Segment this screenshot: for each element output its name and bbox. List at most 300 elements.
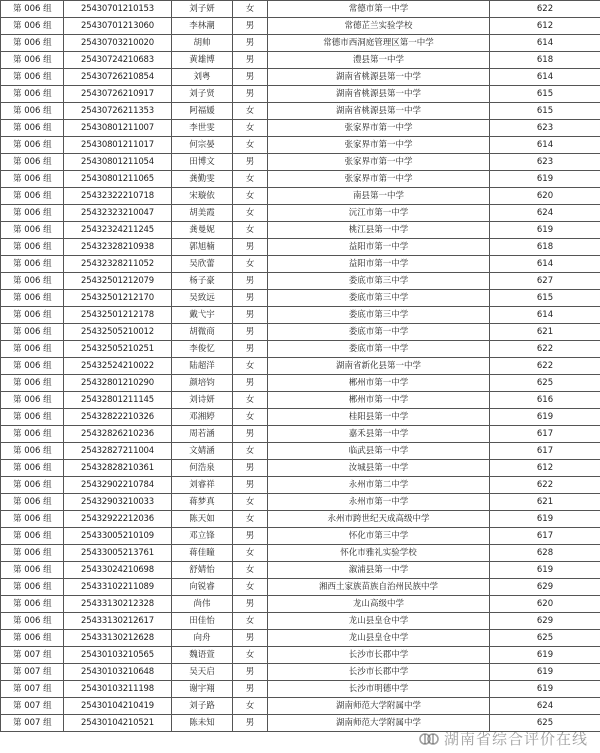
gender-cell: 女 bbox=[233, 613, 268, 630]
name-cell: 胡帅 bbox=[172, 35, 233, 52]
name-cell: 周若涵 bbox=[172, 426, 233, 443]
exam-id-cell: 25430104210419 bbox=[64, 698, 172, 715]
score-cell: 619 bbox=[490, 647, 600, 664]
score-cell: 619 bbox=[490, 222, 600, 239]
table-row bbox=[1, 222, 600, 239]
table-row bbox=[1, 494, 600, 511]
name-cell: 龚勤雯 bbox=[172, 171, 233, 188]
school-cell: 龙山高级中学 bbox=[268, 596, 490, 613]
exam-id-cell: 25432801210290 bbox=[64, 375, 172, 392]
gender-cell: 女 bbox=[233, 579, 268, 596]
score-cell: 622 bbox=[490, 358, 600, 375]
exam-id-cell: 25433130212328 bbox=[64, 596, 172, 613]
school-cell: 张家界市第一中学 bbox=[268, 120, 490, 137]
name-cell: 田博文 bbox=[172, 154, 233, 171]
table-row bbox=[1, 698, 600, 715]
score-cell: 617 bbox=[490, 528, 600, 545]
table-row bbox=[1, 35, 600, 52]
table-row bbox=[1, 477, 600, 494]
gender-cell: 男 bbox=[233, 460, 268, 477]
score-cell: 617 bbox=[490, 443, 600, 460]
score-cell: 614 bbox=[490, 307, 600, 324]
name-cell: 何宗晏 bbox=[172, 137, 233, 154]
gender-cell: 男 bbox=[233, 596, 268, 613]
group-cell: 第 006 组 bbox=[1, 52, 64, 69]
exam-id-cell: 25432323210047 bbox=[64, 205, 172, 222]
group-cell: 第 007 组 bbox=[1, 715, 64, 732]
table-row bbox=[1, 290, 600, 307]
score-cell: 619 bbox=[490, 562, 600, 579]
exam-id-cell: 25433005213761 bbox=[64, 545, 172, 562]
name-cell: 舒婧怡 bbox=[172, 562, 233, 579]
gender-cell: 男 bbox=[233, 341, 268, 358]
gender-cell: 女 bbox=[233, 698, 268, 715]
gender-cell: 女 bbox=[233, 222, 268, 239]
gender-cell: 男 bbox=[233, 375, 268, 392]
score-cell: 615 bbox=[490, 290, 600, 307]
gender-cell: 男 bbox=[233, 307, 268, 324]
exam-id-cell: 25433005210109 bbox=[64, 528, 172, 545]
exam-id-cell: 25430801211017 bbox=[64, 137, 172, 154]
gender-cell: 女 bbox=[233, 137, 268, 154]
name-cell: 邓湘婷 bbox=[172, 409, 233, 426]
watermark-text: 湖南省综合评价在线 bbox=[443, 730, 588, 748]
score-cell: 627 bbox=[490, 273, 600, 290]
table-row bbox=[1, 324, 600, 341]
gender-cell: 女 bbox=[233, 443, 268, 460]
name-cell: 谢宇翔 bbox=[172, 681, 233, 698]
exam-id-cell: 25430801211007 bbox=[64, 120, 172, 137]
name-cell: 尚伟 bbox=[172, 596, 233, 613]
name-cell: 胡微商 bbox=[172, 324, 233, 341]
score-cell: 625 bbox=[490, 375, 600, 392]
table-row bbox=[1, 358, 600, 375]
gender-cell: 女 bbox=[233, 205, 268, 222]
name-cell: 向舟 bbox=[172, 630, 233, 647]
school-cell: 桃江县第一中学 bbox=[268, 222, 490, 239]
gender-cell: 男 bbox=[233, 239, 268, 256]
exam-id-cell: 25432828210361 bbox=[64, 460, 172, 477]
exam-id-cell: 25430103210565 bbox=[64, 647, 172, 664]
school-cell: 溆浦县第一中学 bbox=[268, 562, 490, 579]
group-cell: 第 006 组 bbox=[1, 324, 64, 341]
table-row bbox=[1, 409, 600, 426]
exam-id-cell: 25433130212628 bbox=[64, 630, 172, 647]
group-cell: 第 006 组 bbox=[1, 358, 64, 375]
exam-id-cell: 25432501212178 bbox=[64, 307, 172, 324]
group-cell: 第 006 组 bbox=[1, 1, 64, 18]
exam-id-cell: 25432922212036 bbox=[64, 511, 172, 528]
gender-cell: 女 bbox=[233, 392, 268, 409]
score-cell: 629 bbox=[490, 613, 600, 630]
table-row bbox=[1, 120, 600, 137]
group-cell: 第 007 组 bbox=[1, 664, 64, 681]
school-cell: 娄底市第三中学 bbox=[268, 307, 490, 324]
name-cell: 吴欣蕾 bbox=[172, 256, 233, 273]
group-cell: 第 006 组 bbox=[1, 375, 64, 392]
group-cell: 第 007 组 bbox=[1, 681, 64, 698]
table-row bbox=[1, 341, 600, 358]
school-cell: 张家界市第一中学 bbox=[268, 171, 490, 188]
gender-cell: 男 bbox=[233, 477, 268, 494]
school-cell: 湖南师范大学附属中学 bbox=[268, 698, 490, 715]
group-cell: 第 006 组 bbox=[1, 290, 64, 307]
school-cell: 怀化市第三中学 bbox=[268, 528, 490, 545]
exam-id-cell: 25430726211353 bbox=[64, 103, 172, 120]
gender-cell: 男 bbox=[233, 324, 268, 341]
table-row bbox=[1, 171, 600, 188]
score-cell: 619 bbox=[490, 171, 600, 188]
group-cell: 第 006 组 bbox=[1, 426, 64, 443]
name-cell: 田佳怡 bbox=[172, 613, 233, 630]
table-row bbox=[1, 375, 600, 392]
name-cell: 吴致远 bbox=[172, 290, 233, 307]
score-cell: 620 bbox=[490, 188, 600, 205]
group-cell: 第 006 组 bbox=[1, 205, 64, 222]
name-cell: 李世雯 bbox=[172, 120, 233, 137]
school-cell: 龙山县皇仓中学 bbox=[268, 613, 490, 630]
name-cell: 向锐睿 bbox=[172, 579, 233, 596]
table-row bbox=[1, 596, 600, 613]
gender-cell: 女 bbox=[233, 256, 268, 273]
group-cell: 第 006 组 bbox=[1, 613, 64, 630]
school-cell: 湖南省新化县第一中学 bbox=[268, 358, 490, 375]
group-cell: 第 006 组 bbox=[1, 35, 64, 52]
name-cell: 宋璇依 bbox=[172, 188, 233, 205]
table-row bbox=[1, 579, 600, 596]
table-row bbox=[1, 188, 600, 205]
name-cell: 何浩泉 bbox=[172, 460, 233, 477]
school-cell: 湖南师范大学附属中学 bbox=[268, 715, 490, 732]
name-cell: 刘诗妍 bbox=[172, 392, 233, 409]
name-cell: 杨子豪 bbox=[172, 273, 233, 290]
gender-cell: 男 bbox=[233, 18, 268, 35]
table-row bbox=[1, 545, 600, 562]
school-cell: 长沙市长郡中学 bbox=[268, 647, 490, 664]
exam-id-cell: 25432902210784 bbox=[64, 477, 172, 494]
table-row bbox=[1, 664, 600, 681]
name-cell: 黄雄博 bbox=[172, 52, 233, 69]
score-cell: 615 bbox=[490, 86, 600, 103]
gender-cell: 女 bbox=[233, 120, 268, 137]
school-cell: 张家界市第一中学 bbox=[268, 154, 490, 171]
score-cell: 618 bbox=[490, 239, 600, 256]
score-cell: 624 bbox=[490, 698, 600, 715]
group-cell: 第 006 组 bbox=[1, 256, 64, 273]
table-row bbox=[1, 460, 600, 477]
group-cell: 第 007 组 bbox=[1, 647, 64, 664]
exam-id-cell: 25432322210718 bbox=[64, 188, 172, 205]
group-cell: 第 006 组 bbox=[1, 18, 64, 35]
score-cell: 624 bbox=[490, 205, 600, 222]
group-cell: 第 006 组 bbox=[1, 86, 64, 103]
score-cell: 614 bbox=[490, 137, 600, 154]
exam-id-cell: 25432505210012 bbox=[64, 324, 172, 341]
gender-cell: 男 bbox=[233, 528, 268, 545]
name-cell: 邓立锋 bbox=[172, 528, 233, 545]
group-cell: 第 006 组 bbox=[1, 630, 64, 647]
name-cell: 胡美霞 bbox=[172, 205, 233, 222]
exam-id-cell: 25432501212079 bbox=[64, 273, 172, 290]
exam-id-cell: 25432328211052 bbox=[64, 256, 172, 273]
gender-cell: 男 bbox=[233, 630, 268, 647]
score-cell: 623 bbox=[490, 120, 600, 137]
group-cell: 第 006 组 bbox=[1, 443, 64, 460]
score-cell: 618 bbox=[490, 52, 600, 69]
group-cell: 第 006 组 bbox=[1, 528, 64, 545]
exam-id-cell: 25430726210854 bbox=[64, 69, 172, 86]
exam-id-cell: 25432826210236 bbox=[64, 426, 172, 443]
exam-id-cell: 25430103211198 bbox=[64, 681, 172, 698]
name-cell: 龚曼妮 bbox=[172, 222, 233, 239]
exam-id-cell: 25432827211004 bbox=[64, 443, 172, 460]
school-cell: 娄底市第三中学 bbox=[268, 290, 490, 307]
gender-cell: 女 bbox=[233, 494, 268, 511]
group-cell: 第 006 组 bbox=[1, 341, 64, 358]
table-row bbox=[1, 681, 600, 698]
score-cell: 617 bbox=[490, 426, 600, 443]
exam-id-cell: 25433130212617 bbox=[64, 613, 172, 630]
school-cell: 澧县第一中学 bbox=[268, 52, 490, 69]
exam-id-cell: 25432324211245 bbox=[64, 222, 172, 239]
table-row bbox=[1, 715, 600, 732]
exam-id-cell: 25430726210917 bbox=[64, 86, 172, 103]
school-cell: 娄底市第一中学 bbox=[268, 341, 490, 358]
school-cell: 郴州市第一中学 bbox=[268, 392, 490, 409]
table-row bbox=[1, 273, 600, 290]
name-cell: 蒋佳瞳 bbox=[172, 545, 233, 562]
gender-cell: 女 bbox=[233, 562, 268, 579]
score-cell: 622 bbox=[490, 1, 600, 18]
table-row bbox=[1, 511, 600, 528]
group-cell: 第 007 组 bbox=[1, 698, 64, 715]
name-cell: 郭旭楠 bbox=[172, 239, 233, 256]
score-cell: 612 bbox=[490, 18, 600, 35]
table-body bbox=[1, 1, 600, 732]
school-cell: 永州市第二中学 bbox=[268, 477, 490, 494]
score-cell: 620 bbox=[490, 596, 600, 613]
exam-id-cell: 25430701210153 bbox=[64, 1, 172, 18]
exam-id-cell: 25430724210683 bbox=[64, 52, 172, 69]
score-cell: 619 bbox=[490, 664, 600, 681]
group-cell: 第 006 组 bbox=[1, 188, 64, 205]
school-cell: 桂阳县第一中学 bbox=[268, 409, 490, 426]
score-cell: 614 bbox=[490, 69, 600, 86]
group-cell: 第 006 组 bbox=[1, 69, 64, 86]
score-cell: 619 bbox=[490, 511, 600, 528]
name-cell: 刘睿祥 bbox=[172, 477, 233, 494]
school-cell: 长沙市长郡中学 bbox=[268, 664, 490, 681]
exam-id-cell: 25432822210326 bbox=[64, 409, 172, 426]
gender-cell: 男 bbox=[233, 715, 268, 732]
exam-id-cell: 25430103210648 bbox=[64, 664, 172, 681]
table-row bbox=[1, 1, 600, 18]
group-cell: 第 006 组 bbox=[1, 392, 64, 409]
gender-cell: 女 bbox=[233, 545, 268, 562]
school-cell: 常德市西洞庭管理区第一中学 bbox=[268, 35, 490, 52]
exam-id-cell: 25432801211145 bbox=[64, 392, 172, 409]
snowflake-logo-icon bbox=[418, 730, 440, 748]
name-cell: 李俊忆 bbox=[172, 341, 233, 358]
name-cell: 刘子路 bbox=[172, 698, 233, 715]
name-cell: 刘子贤 bbox=[172, 86, 233, 103]
gender-cell: 男 bbox=[233, 154, 268, 171]
school-cell: 郴州市第一中学 bbox=[268, 375, 490, 392]
group-cell: 第 006 组 bbox=[1, 154, 64, 171]
name-cell: 李林潮 bbox=[172, 18, 233, 35]
score-cell: 622 bbox=[490, 341, 600, 358]
exam-id-cell: 25433102211089 bbox=[64, 579, 172, 596]
exam-id-cell: 25430703210020 bbox=[64, 35, 172, 52]
score-cell: 612 bbox=[490, 460, 600, 477]
school-cell: 永州市跨世纪天成高级中学 bbox=[268, 511, 490, 528]
group-cell: 第 006 组 bbox=[1, 545, 64, 562]
table-row bbox=[1, 239, 600, 256]
school-cell: 沅江市第一中学 bbox=[268, 205, 490, 222]
table-row bbox=[1, 307, 600, 324]
score-cell: 621 bbox=[490, 324, 600, 341]
school-cell: 龙山县皇仓中学 bbox=[268, 630, 490, 647]
score-cell: 621 bbox=[490, 494, 600, 511]
school-cell: 临武县第一中学 bbox=[268, 443, 490, 460]
school-cell: 湖南省桃源县第一中学 bbox=[268, 103, 490, 120]
school-cell: 常德市第一中学 bbox=[268, 1, 490, 18]
name-cell: 阿福媛 bbox=[172, 103, 233, 120]
gender-cell: 女 bbox=[233, 647, 268, 664]
gender-cell: 男 bbox=[233, 273, 268, 290]
gender-cell: 男 bbox=[233, 52, 268, 69]
gender-cell: 男 bbox=[233, 69, 268, 86]
score-cell: 629 bbox=[490, 579, 600, 596]
score-cell: 623 bbox=[490, 154, 600, 171]
table-row bbox=[1, 154, 600, 171]
score-cell: 625 bbox=[490, 715, 600, 732]
school-cell: 怀化市雅礼实验学校 bbox=[268, 545, 490, 562]
name-cell: 陈未知 bbox=[172, 715, 233, 732]
name-cell: 刘粤 bbox=[172, 69, 233, 86]
school-cell: 常德芷兰实验学校 bbox=[268, 18, 490, 35]
exam-id-cell: 25430104210521 bbox=[64, 715, 172, 732]
table-row bbox=[1, 103, 600, 120]
name-cell: 颜培钧 bbox=[172, 375, 233, 392]
gender-cell: 男 bbox=[233, 86, 268, 103]
gender-cell: 女 bbox=[233, 358, 268, 375]
school-cell: 汝城县第一中学 bbox=[268, 460, 490, 477]
table-row bbox=[1, 630, 600, 647]
school-cell: 嘉禾县第一中学 bbox=[268, 426, 490, 443]
name-cell: 陈天如 bbox=[172, 511, 233, 528]
gender-cell: 女 bbox=[233, 511, 268, 528]
name-cell: 吴天启 bbox=[172, 664, 233, 681]
gender-cell: 女 bbox=[233, 409, 268, 426]
group-cell: 第 006 组 bbox=[1, 103, 64, 120]
school-cell: 益阳市第一中学 bbox=[268, 256, 490, 273]
score-cell: 615 bbox=[490, 103, 600, 120]
table-row bbox=[1, 86, 600, 103]
school-cell: 湘西土家族苗族自治州民族中学 bbox=[268, 579, 490, 596]
name-cell: 文婧涵 bbox=[172, 443, 233, 460]
group-cell: 第 006 组 bbox=[1, 579, 64, 596]
group-cell: 第 006 组 bbox=[1, 460, 64, 477]
name-cell: 戴弋宇 bbox=[172, 307, 233, 324]
exam-id-cell: 25432505210251 bbox=[64, 341, 172, 358]
table-row bbox=[1, 613, 600, 630]
gender-cell: 男 bbox=[233, 681, 268, 698]
gender-cell: 女 bbox=[233, 103, 268, 120]
table-row bbox=[1, 52, 600, 69]
table-row bbox=[1, 69, 600, 86]
score-cell: 619 bbox=[490, 681, 600, 698]
school-cell: 长沙市明德中学 bbox=[268, 681, 490, 698]
gender-cell: 男 bbox=[233, 290, 268, 307]
school-cell: 南县第一中学 bbox=[268, 188, 490, 205]
table-row bbox=[1, 426, 600, 443]
table-row bbox=[1, 443, 600, 460]
table-row bbox=[1, 205, 600, 222]
gender-cell: 男 bbox=[233, 426, 268, 443]
group-cell: 第 006 组 bbox=[1, 120, 64, 137]
table-row bbox=[1, 647, 600, 664]
group-cell: 第 006 组 bbox=[1, 307, 64, 324]
score-cell: 628 bbox=[490, 545, 600, 562]
school-cell: 益阳市第一中学 bbox=[268, 239, 490, 256]
group-cell: 第 006 组 bbox=[1, 596, 64, 613]
table-row bbox=[1, 392, 600, 409]
group-cell: 第 006 组 bbox=[1, 494, 64, 511]
name-cell: 蒋梦真 bbox=[172, 494, 233, 511]
exam-id-cell: 25430701213060 bbox=[64, 18, 172, 35]
table-row bbox=[1, 528, 600, 545]
group-cell: 第 006 组 bbox=[1, 511, 64, 528]
group-cell: 第 006 组 bbox=[1, 273, 64, 290]
exam-id-cell: 25430801211065 bbox=[64, 171, 172, 188]
group-cell: 第 006 组 bbox=[1, 239, 64, 256]
table-row bbox=[1, 562, 600, 579]
table-row bbox=[1, 18, 600, 35]
school-cell: 湖南省桃源县第一中学 bbox=[268, 69, 490, 86]
school-cell: 娄底市第三中学 bbox=[268, 273, 490, 290]
exam-id-cell: 25432524210022 bbox=[64, 358, 172, 375]
name-cell: 刘子妍 bbox=[172, 1, 233, 18]
name-cell: 陆超洋 bbox=[172, 358, 233, 375]
group-cell: 第 006 组 bbox=[1, 137, 64, 154]
gender-cell: 女 bbox=[233, 1, 268, 18]
exam-id-cell: 25432328210938 bbox=[64, 239, 172, 256]
school-cell: 张家界市第一中学 bbox=[268, 137, 490, 154]
exam-id-cell: 25432501212170 bbox=[64, 290, 172, 307]
score-cell: 622 bbox=[490, 477, 600, 494]
school-cell: 永州市第一中学 bbox=[268, 494, 490, 511]
score-cell: 619 bbox=[490, 409, 600, 426]
table-row bbox=[1, 256, 600, 273]
score-cell: 614 bbox=[490, 256, 600, 273]
exam-id-cell: 25432903210033 bbox=[64, 494, 172, 511]
group-cell: 第 006 组 bbox=[1, 409, 64, 426]
gender-cell: 女 bbox=[233, 171, 268, 188]
score-cell: 614 bbox=[490, 35, 600, 52]
exam-id-cell: 25433024210698 bbox=[64, 562, 172, 579]
gender-cell: 男 bbox=[233, 35, 268, 52]
gender-cell: 男 bbox=[233, 664, 268, 681]
table-row bbox=[1, 137, 600, 154]
school-cell: 湖南省桃源县第一中学 bbox=[268, 86, 490, 103]
score-cell: 616 bbox=[490, 392, 600, 409]
score-cell: 625 bbox=[490, 630, 600, 647]
group-cell: 第 006 组 bbox=[1, 222, 64, 239]
group-cell: 第 006 组 bbox=[1, 171, 64, 188]
group-cell: 第 006 组 bbox=[1, 562, 64, 579]
name-cell: 魏语萱 bbox=[172, 647, 233, 664]
